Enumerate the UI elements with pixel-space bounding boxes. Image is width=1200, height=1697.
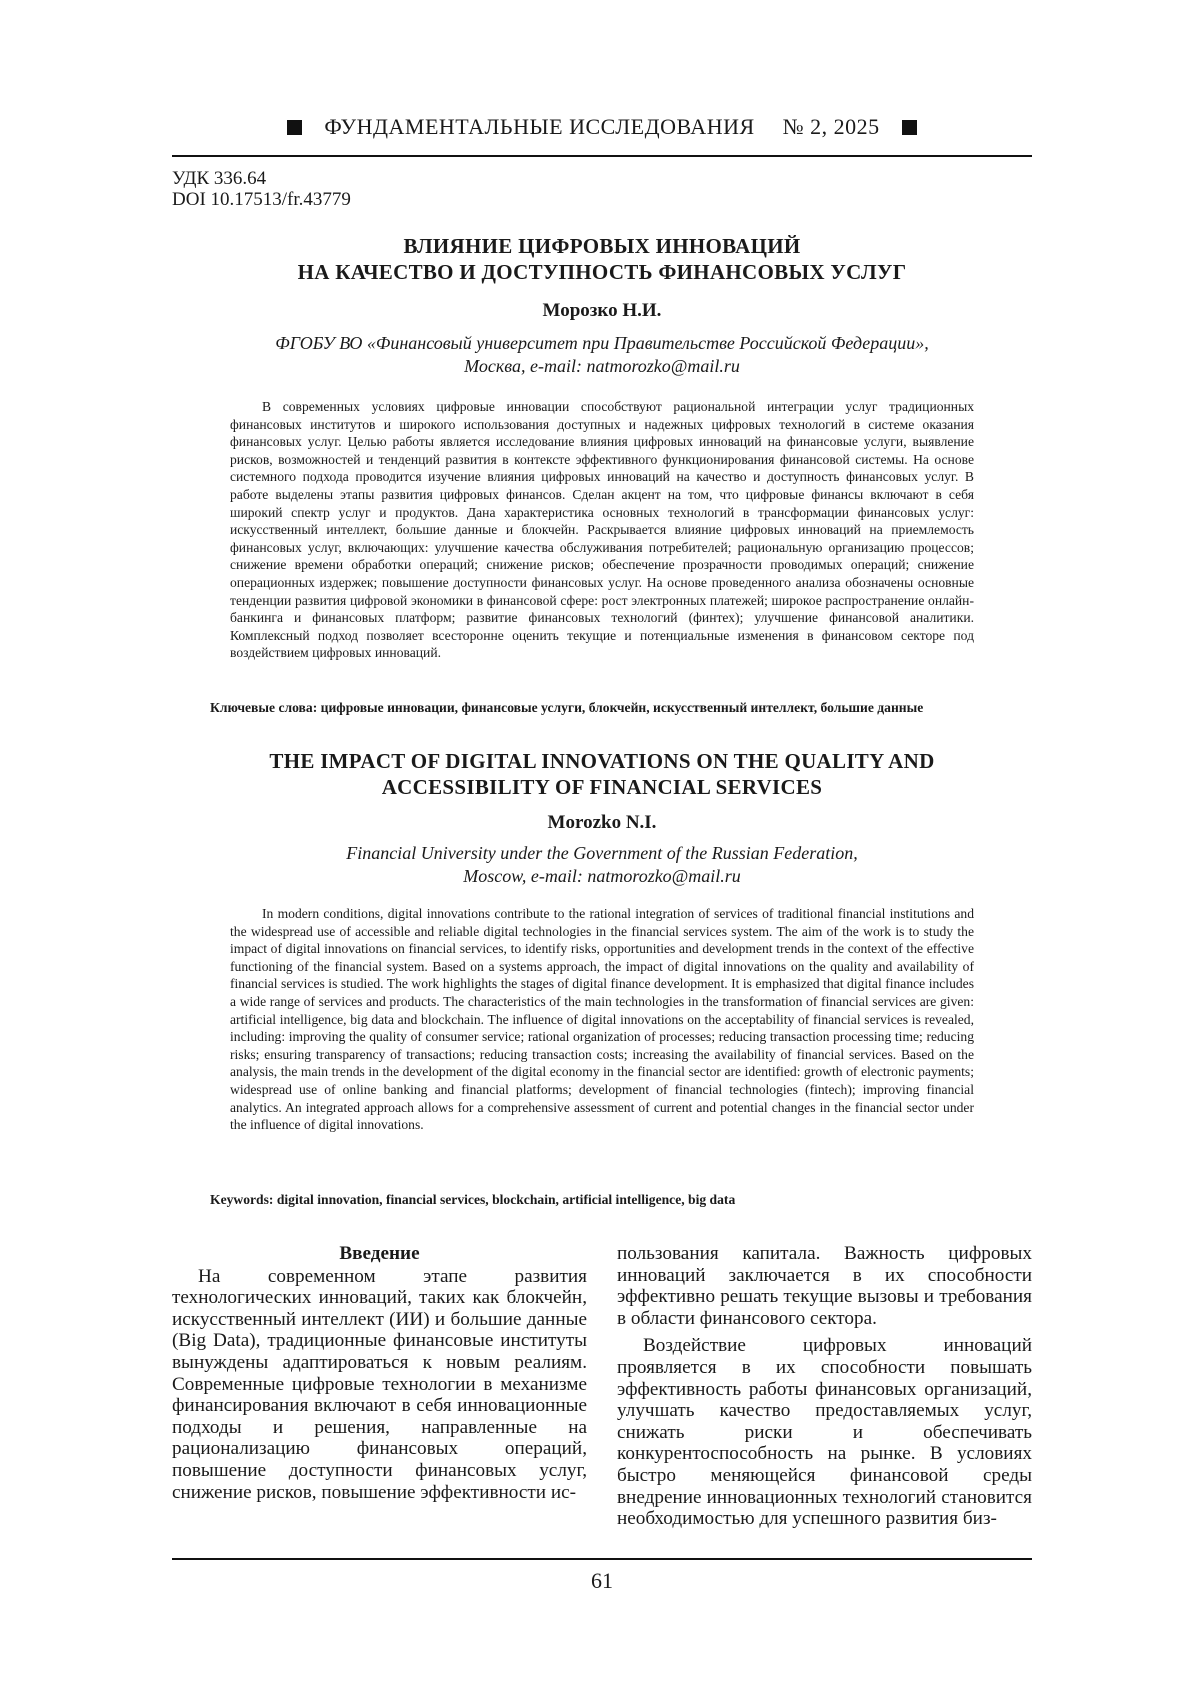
udk-code: УДК 336.64 (172, 168, 267, 189)
running-header (172, 112, 1032, 142)
paper-page (172, 0, 1032, 1697)
affiliation-russian-line-2: Москва, e-mail: natmorozko@mail.ru (464, 356, 740, 376)
body-column-right (617, 1243, 1032, 1530)
page-number: 61 (591, 1568, 613, 1593)
title-english-line-1: THE IMPACT OF DIGITAL INNOVATIONS ON THE QUALITY AND (269, 749, 935, 773)
body-paragraph: На современном этапе развития технологических инноваций, таких как блокчейн, искусственный интеллект (ИИ) и большие данные (Big Data), традиционные финансовые институты вынуждены адаптироваться к новым реалиям. Современные цифровые технологии в механизме финансирования включают в себя инновационные подходы и решения, направленные на рационализацию финансовых операций, повышение доступности финансовых услуг, снижение рисков, повышение эффективности ис- (172, 1265, 587, 1503)
square-bullet-icon (287, 120, 302, 135)
affiliation-english (172, 842, 1032, 888)
issue-number: № 2, 2025 (782, 114, 880, 139)
article-identifiers (172, 168, 351, 210)
body-paragraph: пользования капитала. Важность цифровых инноваций заключается в их способности эффективно решать текущие вызовы и требования в области финансового сектора. (617, 1243, 1032, 1329)
title-russian-line-1: ВЛИЯНИЕ ЦИФРОВЫХ ИННОВАЦИЙ (403, 234, 801, 258)
body-paragraph: Воздействие цифровых инноваций проявляется в их способности повышать эффективность работы финансовых организаций, улучшать качество предоставляемых услуг, снижать риски и обеспечивать конкурентоспособность на рынке. В условиях быстро меняющейся финансовой среды внедрение инновационных технологий становится необходимостью для успешного развития биз- (617, 1335, 1032, 1530)
affiliation-russian-line-1: ФГОБУ ВО «Финансовый университет при Правительстве Российской Федерации», (275, 333, 929, 353)
footer-rule (172, 1558, 1032, 1560)
affiliation-english-line-2: Moscow, e-mail: natmorozko@mail.ru (463, 866, 741, 886)
doi: DOI 10.17513/fr.43779 (172, 189, 351, 210)
header-rule (172, 155, 1032, 157)
affiliation-russian (172, 332, 1032, 378)
author-russian: Морозко Н.И. (542, 300, 662, 321)
title-russian-line-2: НА КАЧЕСТВО И ДОСТУПНОСТЬ ФИНАНСОВЫХ УСЛУГ (297, 260, 907, 284)
abstract-english: In modern conditions, digital innovations contribute to the rational integration of services of traditional financial institutions and the widespread use of accessible and reliable digital technologies in the financial services system. The aim of the work is to study the impact of digital innovations on financial services, to identify risks, opportunities and development trends in the context of the effective functioning of the financial system. Based on a systems approach, the impact of digital innovations on the quality and availability of financial services is studied. The work highlights the stages of digital finance development. It is emphasized that digital finance includes a wide range of services and products. The characteristics of the main technologies in the transformation of financial services are given: artificial intelligence, big data and blockchain. The influence of digital innovations on the acceptability of financial services is revealed, including: improving the quality of consumer service; rational organization of processes; reducing transaction processing time; reducing risks; ensuring transparency of transactions; reducing transaction costs; increasing the availability of financial services. Based on the analysis, the main trends in the development of the digital economy in the financial sector are identified: growth of electronic payments; widespread use of online banking and financial platforms; development of financial technologies (fintech); improving financial analytics. An integrated approach allows for a comprehensive assessment of current and potential changes in the financial sector under the influence of digital innovations. (230, 906, 974, 1133)
title-english (172, 748, 1032, 800)
affiliation-english-line-1: Financial University under the Government of the Russian Federation, (346, 843, 858, 863)
section-heading: Введение (339, 1243, 420, 1264)
title-english-line-2: ACCESSIBILITY OF FINANCIAL SERVICES (381, 775, 823, 799)
body-column-left (172, 1243, 587, 1503)
journal-name: ФУНДАМЕНТАЛЬНЫЕ ИССЛЕДОВАНИЯ (324, 114, 755, 139)
keywords-english: Keywords: digital innovation, financial services, blockchain, artificial intelligence, big data (210, 1192, 736, 1207)
square-bullet-icon (902, 120, 917, 135)
keywords-russian: Ключевые слова: цифровые инновации, финансовые услуги, блокчейн, искусственный интеллект, большие данные (210, 700, 924, 715)
author-english: Morozko N.I. (547, 812, 657, 833)
abstract-russian: В современных условиях цифровые инновации способствуют рациональной интеграции услуг традиционных финансовых институтов и широкого использования доступных и надежных цифровых технологий в системе оказания финансовых услуг. Целью работы является исследование влияния цифровых инноваций на финансовые услуги, выявление рисков, возможностей и тенденций развития в контексте эффективного функционирования финансовой системы. На основе системного подхода проводится изучение влияния цифровых инноваций на качество и доступность финансовых услуг. В работе выделены этапы развития цифровых финансов. Сделан акцент на том, что цифровые финансы включают в себя широкий спектр услуг и продуктов. Дана характеристика основных технологий в трансформации финансовых услуг: искусственный интеллект, большие данные и блокчейн. Раскрывается влияние цифровых инноваций на приемлемость финансовых услуг, включающих: улучшение качества обслуживания потребителей; рациональную организацию процессов; снижение времени обработки операций; снижение рисков; обеспечение прозрачности проводимых операций; снижение операционных издержек; повышение доступности финансовых услуг. На основе проведенного анализа обозначены основные тенденции развития цифровой экономики в финансовой сфере: рост электронных платежей; широкое распространение онлайн-банкинга и финансовых платформ; развитие финансовых технологий (финтех); улучшение финансовой аналитики. Комплексный подход позволяет всесторонне оценить текущие и потенциальные изменения в финансовом секторе под воздействием цифровых инноваций. (230, 399, 974, 661)
title-russian (172, 233, 1032, 285)
